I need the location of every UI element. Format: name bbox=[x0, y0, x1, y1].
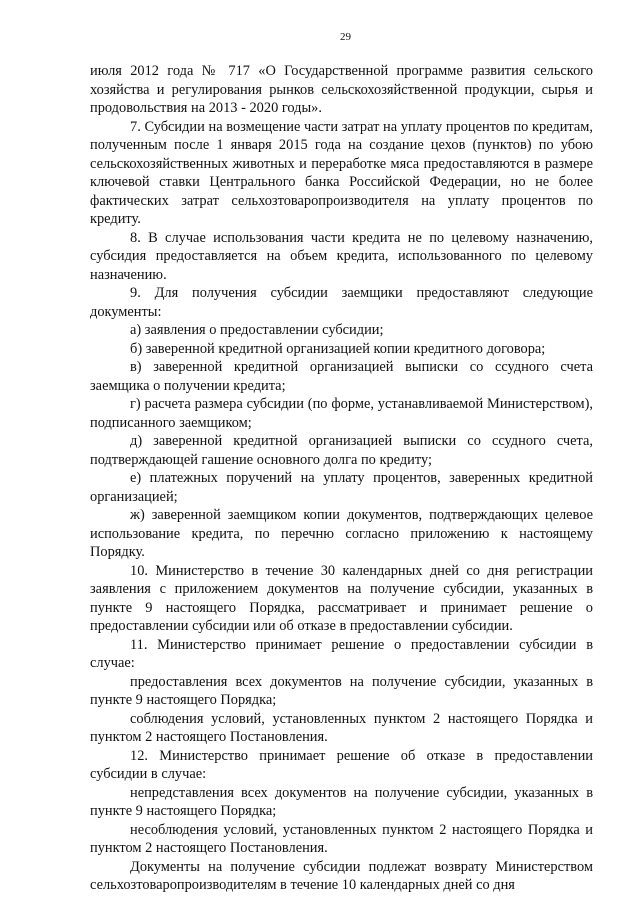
condition-item: соблюдения условий, установленных пунктом 2 настоящего Порядка и пунктом 2 настоящего Постановления. bbox=[90, 710, 593, 745]
document-body bbox=[90, 62, 593, 895]
condition-item: предоставления всех документов на получение субсидии, указанных в пункте 9 настоящего Порядка; bbox=[90, 673, 593, 708]
paragraph-item-11: 11. Министерство принимает решение о предоставлении субсидии в случае: bbox=[90, 636, 593, 671]
paragraph-document-return: Документы на получение субсидии подлежат возврату Министерством сельхозтоваропроизводителям в течение 10 календарных дней со дня bbox=[90, 858, 593, 893]
paragraph-item-8: 8. В случае использования части кредита не по целевому назначению, субсидия предоставляется на объем кредита, использованного по целевому назначению. bbox=[90, 229, 593, 283]
page-number: 29 bbox=[340, 31, 351, 43]
list-item-d: д) заверенной кредитной организацией выписки со ссудного счета, подтверждающей гашение основного долга по кредиту; bbox=[90, 433, 593, 468]
list-item-a: а) заявления о предоставлении субсидии; bbox=[130, 322, 384, 338]
paragraph-item-7: 7. Субсидии на возмещение части затрат на уплату процентов по кредитам, полученным после 1 января 2015 года на создание цехов (пунктов) по убою сельскохозяйственных животных и переработке мяса предоставляются в размере ключевой ставки Центрального банка Российской Федерации, но не более фактических затрат сельхозтоваропроизводителя на уплату процентов по кредиту. bbox=[90, 118, 593, 227]
paragraph-item-12: 12. Министерство принимает решение об отказе в предоставлении субсидии в случае: bbox=[90, 747, 593, 782]
list-item-zh: ж) заверенной заемщиком копии документов, подтверждающих целевое использование кредита, по перечню согласно приложению к настоящему Порядку. bbox=[90, 507, 593, 560]
list-item-g: г) расчета размера субсидии (по форме, устанавливаемой Министерством), подписанного заемщиком; bbox=[90, 396, 593, 431]
condition-item: несоблюдения условий, установленных пунктом 2 настоящего Порядка и пунктом 2 настоящего Постановления. bbox=[90, 821, 593, 856]
condition-item: непредставления всех документов на получение субсидии, указанных в пункте 9 настоящего Порядка; bbox=[90, 784, 593, 819]
list-item-v: в) заверенной кредитной организацией выписки со ссудного счета заемщика о получении кредита; bbox=[90, 359, 593, 394]
paragraph-continuation: июля 2012 года № 717 «О Государственной программе развития сельского хозяйства и регулирования рынков сельскохозяйственной продукции, сырья и продовольствия на 2013 - 2020 годы». bbox=[90, 63, 593, 116]
paragraph-item-9: 9. Для получения субсидии заемщики предоставляют следующие документы: bbox=[90, 285, 593, 320]
list-item-e: е) платежных поручений на уплату процентов, заверенных кредитной организацией; bbox=[90, 470, 593, 505]
list-item-b: б) заверенной кредитной организацией копии кредитного договора; bbox=[130, 340, 546, 357]
paragraph-item-10: 10. Министерство в течение 30 календарных дней со дня регистрации заявления с приложением документов на получение субсидии, указанных в пункте 9 настоящего Порядка, рассматривает и принимает решение о предоставлении субсидии или об отказе в предоставлении субсидии. bbox=[90, 562, 593, 634]
